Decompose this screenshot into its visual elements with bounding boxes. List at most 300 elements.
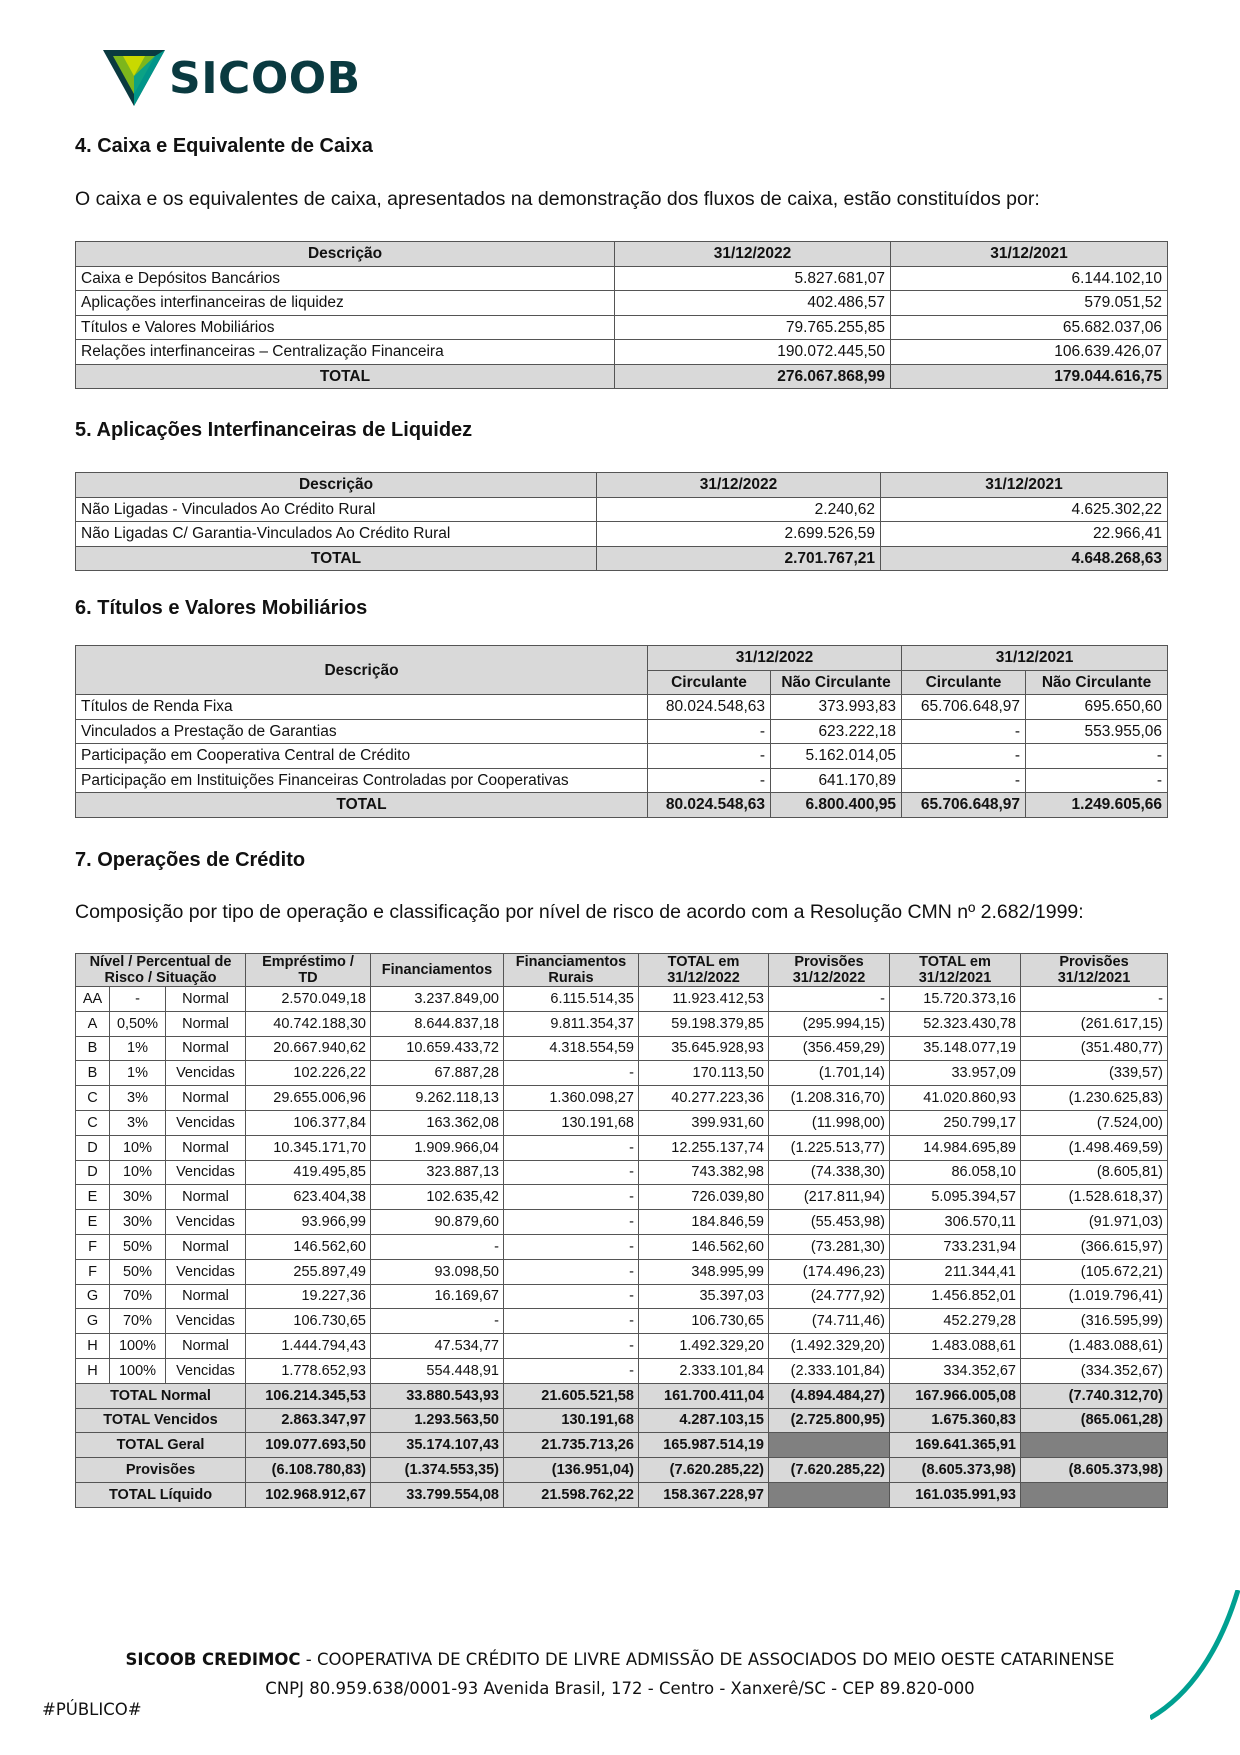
total-value-cell: 21.598.762,22 (504, 1482, 639, 1507)
table-header-row (76, 473, 1168, 498)
total-value-cell: 2.701.767,21 (597, 546, 881, 571)
value-cell: 35.645.928,93 (639, 1036, 769, 1061)
total-value-cell: 109.077.693,50 (246, 1433, 371, 1458)
risk-percent-cell: 1% (110, 1036, 166, 1061)
table-row (76, 1086, 1168, 1111)
section-7-intro: Composição por tipo de operação e classificação por nível de risco de acordo com a Resolução CMN nº 2.682/1999: (75, 901, 1084, 923)
value-cell: 29.655.006,96 (246, 1086, 371, 1111)
value-cell: - (648, 744, 771, 769)
value-cell: - (504, 1160, 639, 1185)
value-cell: - (504, 1185, 639, 1210)
table-row (76, 1185, 1168, 1210)
value-cell: 190.072.445,50 (615, 340, 891, 365)
table-row (76, 1309, 1168, 1334)
status-cell: Vencidas (166, 1259, 246, 1284)
header-cell (639, 954, 769, 987)
table-row (76, 719, 1168, 744)
value-cell: - (504, 1135, 639, 1160)
value-cell: (339,57) (1021, 1061, 1168, 1086)
value-cell: (316.595,99) (1021, 1309, 1168, 1334)
total-value-cell: 4.287.103,15 (639, 1408, 769, 1433)
risk-percent-cell: 0,50% (110, 1011, 166, 1036)
value-cell: 41.020.860,93 (890, 1086, 1021, 1111)
total-row (76, 546, 1168, 571)
value-cell: 211.344,41 (890, 1259, 1021, 1284)
section-7-title: 7. Operações de Crédito (75, 849, 306, 871)
header-cell (246, 954, 371, 987)
table-row (76, 1334, 1168, 1359)
total-value-cell (769, 1482, 890, 1507)
value-cell: (74.711,46) (769, 1309, 890, 1334)
value-cell: 9.811.354,37 (504, 1011, 639, 1036)
value-cell: (295.994,15) (769, 1011, 890, 1036)
value-cell: - (1021, 987, 1168, 1012)
value-cell: 93.966,99 (246, 1210, 371, 1235)
risk-level-cell: D (76, 1135, 110, 1160)
risk-level-cell: E (76, 1210, 110, 1235)
value-cell: - (504, 1309, 639, 1334)
value-cell: 452.279,28 (890, 1309, 1021, 1334)
total-label-cell: TOTAL (76, 546, 597, 571)
value-cell: - (504, 1334, 639, 1359)
risk-percent-cell: 100% (110, 1334, 166, 1359)
header-line: Provisões (794, 954, 864, 970)
value-cell: - (769, 987, 890, 1012)
value-cell: 579.051,52 (891, 291, 1168, 316)
value-cell: (2.333.101,84) (769, 1358, 890, 1383)
value-cell: - (504, 1259, 639, 1284)
value-cell: 1.778.652,93 (246, 1358, 371, 1383)
status-cell: Normal (166, 1234, 246, 1259)
total-value-cell: 169.641.365,91 (890, 1433, 1021, 1458)
value-cell: 146.562,60 (639, 1234, 769, 1259)
value-cell: - (371, 1309, 504, 1334)
table-row (76, 1358, 1168, 1383)
value-cell: - (1026, 768, 1168, 793)
value-cell: (1.019.796,41) (1021, 1284, 1168, 1309)
value-cell: 4.625.302,22 (881, 497, 1168, 522)
value-cell: 2.333.101,84 (639, 1358, 769, 1383)
total-value-cell (1021, 1433, 1168, 1458)
value-cell: 1.360.098,27 (504, 1086, 639, 1111)
section-4-title: 4. Caixa e Equivalente de Caixa (75, 135, 373, 157)
total-row (76, 1482, 1168, 1507)
risk-level-cell: G (76, 1284, 110, 1309)
status-cell: Normal (166, 1011, 246, 1036)
risk-percent-cell: 70% (110, 1284, 166, 1309)
header-cell (76, 954, 246, 987)
header-line: 31/12/2022 (667, 970, 740, 986)
value-cell: 553.955,06 (1026, 719, 1168, 744)
table-header-row (76, 242, 1168, 267)
status-cell: Normal (166, 1135, 246, 1160)
risk-level-cell: D (76, 1160, 110, 1185)
value-cell: 9.262.118,13 (371, 1086, 504, 1111)
status-cell: Normal (166, 1036, 246, 1061)
value-cell: 12.255.137,74 (639, 1135, 769, 1160)
total-value-cell: 6.800.400,95 (771, 793, 902, 818)
value-cell: - (902, 768, 1026, 793)
header-description: Descrição (76, 646, 648, 695)
value-cell: (366.615,97) (1021, 1234, 1168, 1259)
risk-percent-cell: 50% (110, 1259, 166, 1284)
description-cell: Títulos e Valores Mobiliários (76, 315, 615, 340)
value-cell: 1.492.329,20 (639, 1334, 769, 1359)
value-cell: 35.397,03 (639, 1284, 769, 1309)
value-cell: - (504, 1358, 639, 1383)
total-value-cell: 33.880.543,93 (371, 1383, 504, 1408)
value-cell: 106.639.426,07 (891, 340, 1168, 365)
risk-level-cell: B (76, 1036, 110, 1061)
total-value-cell: 179.044.616,75 (891, 364, 1168, 389)
sicoob-logo-icon (103, 50, 165, 106)
value-cell: 348.995,99 (639, 1259, 769, 1284)
status-cell: Normal (166, 1284, 246, 1309)
value-cell: - (504, 1210, 639, 1235)
value-cell: (261.617,15) (1021, 1011, 1168, 1036)
header-cell (890, 954, 1021, 987)
value-cell: 16.169,67 (371, 1284, 504, 1309)
header-cell (504, 954, 639, 987)
header-cell: 31/12/2022 (597, 473, 881, 498)
value-cell: 250.799,17 (890, 1110, 1021, 1135)
value-cell: (73.281,30) (769, 1234, 890, 1259)
footer-company-name: SICOOB CREDIMOC (125, 1650, 301, 1669)
value-cell: (174.496,23) (769, 1259, 890, 1284)
value-cell: 20.667.940,62 (246, 1036, 371, 1061)
value-cell: 5.095.394,57 (890, 1185, 1021, 1210)
risk-level-cell: AA (76, 987, 110, 1012)
table-row (76, 1284, 1168, 1309)
header-cell: 31/12/2021 (881, 473, 1168, 498)
risk-level-cell: C (76, 1086, 110, 1111)
total-value-cell: 167.966.005,08 (890, 1383, 1021, 1408)
value-cell: - (902, 744, 1026, 769)
value-cell: (1.483.088,61) (1021, 1334, 1168, 1359)
value-cell: 1.909.966,04 (371, 1135, 504, 1160)
value-cell: 323.887,13 (371, 1160, 504, 1185)
value-cell: (334.352,67) (1021, 1358, 1168, 1383)
value-cell: 3.237.849,00 (371, 987, 504, 1012)
table-row (76, 1011, 1168, 1036)
status-cell: Normal (166, 1086, 246, 1111)
value-cell: 14.984.695,89 (890, 1135, 1021, 1160)
header-cell (769, 954, 890, 987)
description-cell: Participação em Instituições Financeiras Controladas por Cooperativas (76, 768, 648, 793)
total-row (76, 1458, 1168, 1483)
header-line: Rurais (548, 970, 594, 986)
footer-line-1 (0, 1650, 1240, 1669)
value-cell: (24.777,92) (769, 1284, 890, 1309)
total-row (76, 1433, 1168, 1458)
credit-operations-table (75, 953, 1168, 1508)
value-cell: 695.650,60 (1026, 695, 1168, 720)
total-value-cell: 130.191,68 (504, 1408, 639, 1433)
value-cell: 10.345.171,70 (246, 1135, 371, 1160)
value-cell: - (371, 1234, 504, 1259)
value-cell: 86.058,10 (890, 1160, 1021, 1185)
header-line: Risco / Situação (104, 970, 217, 986)
header-line: Empréstimo / (262, 954, 354, 970)
value-cell: 726.039,80 (639, 1185, 769, 1210)
description-cell: Participação em Cooperativa Central de Crédito (76, 744, 648, 769)
header-circulante-2021: Circulante (902, 670, 1026, 695)
value-cell: 59.198.379,85 (639, 1011, 769, 1036)
total-value-cell: (1.374.553,35) (371, 1458, 504, 1483)
value-cell: 554.448,91 (371, 1358, 504, 1383)
total-value-cell: 33.799.554,08 (371, 1482, 504, 1507)
total-row (76, 793, 1168, 818)
value-cell: 2.240,62 (597, 497, 881, 522)
total-value-cell: 21.735.713,26 (504, 1433, 639, 1458)
header-line: 31/12/2022 (792, 970, 866, 986)
risk-percent-cell: 100% (110, 1358, 166, 1383)
value-cell: (1.528.618,37) (1021, 1185, 1168, 1210)
value-cell: 743.382,98 (639, 1160, 769, 1185)
value-cell: 2.699.526,59 (597, 522, 881, 547)
value-cell: 373.993,83 (771, 695, 902, 720)
value-cell: 102.226,22 (246, 1061, 371, 1086)
risk-percent-cell: 3% (110, 1110, 166, 1135)
total-row (76, 1383, 1168, 1408)
value-cell: 106.377,84 (246, 1110, 371, 1135)
total-row (76, 1408, 1168, 1433)
value-cell: 11.923.412,53 (639, 987, 769, 1012)
value-cell: (8.605,81) (1021, 1160, 1168, 1185)
value-cell: 255.897,49 (246, 1259, 371, 1284)
total-label-cell: TOTAL (76, 793, 648, 818)
value-cell: 5.162.014,05 (771, 744, 902, 769)
value-cell: (7.524,00) (1021, 1110, 1168, 1135)
section-4-intro: O caixa e os equivalentes de caixa, apresentados na demonstração dos fluxos de caixa, estão constituídos por: (75, 188, 1040, 210)
value-cell: 334.352,67 (890, 1358, 1021, 1383)
header-line: Provisões (1059, 954, 1129, 970)
total-value-cell: (7.620.285,22) (639, 1458, 769, 1483)
value-cell: (11.998,00) (769, 1110, 890, 1135)
total-value-cell: 276.067.868,99 (615, 364, 891, 389)
value-cell: 641.170,89 (771, 768, 902, 793)
total-value-cell: 35.174.107,43 (371, 1433, 504, 1458)
value-cell: (1.230.625,83) (1021, 1086, 1168, 1111)
risk-level-cell: A (76, 1011, 110, 1036)
total-value-cell: 65.706.648,97 (902, 793, 1026, 818)
risk-level-cell: E (76, 1185, 110, 1210)
table-row (76, 340, 1168, 365)
table-row (76, 1036, 1168, 1061)
value-cell: (91.971,03) (1021, 1210, 1168, 1235)
value-cell: 5.827.681,07 (615, 266, 891, 291)
value-cell: 93.098,50 (371, 1259, 504, 1284)
value-cell: 402.486,57 (615, 291, 891, 316)
risk-level-cell: F (76, 1259, 110, 1284)
value-cell: 306.570,11 (890, 1210, 1021, 1235)
value-cell: 184.846,59 (639, 1210, 769, 1235)
table-row (76, 522, 1168, 547)
sicoob-logo (103, 50, 361, 106)
cash-equivalents-table (75, 241, 1168, 389)
total-label-cell: TOTAL Líquido (76, 1482, 246, 1507)
value-cell: 80.024.548,63 (648, 695, 771, 720)
description-cell: Relações interfinanceiras – Centralização Financeira (76, 340, 615, 365)
value-cell: 6.115.514,35 (504, 987, 639, 1012)
total-label-cell: TOTAL Normal (76, 1383, 246, 1408)
value-cell: 1.483.088,61 (890, 1334, 1021, 1359)
status-cell: Vencidas (166, 1160, 246, 1185)
total-label-cell: Provisões (76, 1458, 246, 1483)
value-cell: 65.706.648,97 (902, 695, 1026, 720)
header-line: Nível / Percentual de (89, 954, 232, 970)
total-value-cell: 102.968.912,67 (246, 1482, 371, 1507)
value-cell: - (504, 1061, 639, 1086)
value-cell: 4.318.554,59 (504, 1036, 639, 1061)
description-cell: Títulos de Renda Fixa (76, 695, 648, 720)
value-cell: - (902, 719, 1026, 744)
value-cell: 106.730,65 (246, 1309, 371, 1334)
value-cell: (356.459,29) (769, 1036, 890, 1061)
table-row (76, 1160, 1168, 1185)
risk-percent-cell: 1% (110, 1061, 166, 1086)
table-row (76, 315, 1168, 340)
total-value-cell: (136.951,04) (504, 1458, 639, 1483)
value-cell: 6.144.102,10 (891, 266, 1168, 291)
value-cell: 19.227,36 (246, 1284, 371, 1309)
table-row (76, 1259, 1168, 1284)
description-cell: Vinculados a Prestação de Garantias (76, 719, 648, 744)
value-cell: 733.231,94 (890, 1234, 1021, 1259)
value-cell: 102.635,42 (371, 1185, 504, 1210)
total-value-cell: 1.675.360,83 (890, 1408, 1021, 1433)
table-row (76, 1110, 1168, 1135)
header-cell: 31/12/2022 (615, 242, 891, 267)
value-cell: 1.444.794,43 (246, 1334, 371, 1359)
total-value-cell: 161.700.411,04 (639, 1383, 769, 1408)
risk-percent-cell: 30% (110, 1210, 166, 1235)
total-value-cell: (6.108.780,83) (246, 1458, 371, 1483)
table-row (76, 266, 1168, 291)
value-cell: - (1026, 744, 1168, 769)
header-cell: Descrição (76, 242, 615, 267)
table-row (76, 497, 1168, 522)
total-label-cell: TOTAL Vencidos (76, 1408, 246, 1433)
table-row (76, 1061, 1168, 1086)
table-row (76, 291, 1168, 316)
risk-percent-cell: 10% (110, 1135, 166, 1160)
header-cell: 31/12/2021 (891, 242, 1168, 267)
value-cell: (351.480,77) (1021, 1036, 1168, 1061)
value-cell: 90.879,60 (371, 1210, 504, 1235)
risk-percent-cell: 30% (110, 1185, 166, 1210)
value-cell: 623.404,38 (246, 1185, 371, 1210)
status-cell: Vencidas (166, 1110, 246, 1135)
classification-label: #PÚBLICO# (42, 1700, 142, 1719)
value-cell: (1.208.316,70) (769, 1086, 890, 1111)
status-cell: Vencidas (166, 1210, 246, 1235)
value-cell: 67.887,28 (371, 1061, 504, 1086)
section-5-title: 5. Aplicações Interfinanceiras de Liquidez (75, 419, 473, 441)
risk-level-cell: H (76, 1358, 110, 1383)
risk-level-cell: B (76, 1061, 110, 1086)
risk-percent-cell: 70% (110, 1309, 166, 1334)
footer-line-2: CNPJ 80.959.638/0001-93 Avenida Brasil, 172 - Centro - Xanxerê/SC - CEP 89.820-000 (265, 1679, 975, 1698)
risk-level-cell: C (76, 1110, 110, 1135)
total-value-cell: (2.725.800,95) (769, 1408, 890, 1433)
footer-company-desc: - COOPERATIVA DE CRÉDITO DE LIVRE ADMISSÃO DE ASSOCIADOS DO MEIO OESTE CATARINENSE (300, 1650, 1115, 1669)
risk-percent-cell: 3% (110, 1086, 166, 1111)
value-cell: 106.730,65 (639, 1309, 769, 1334)
value-cell: - (648, 719, 771, 744)
status-cell: Normal (166, 1334, 246, 1359)
value-cell: 8.644.837,18 (371, 1011, 504, 1036)
header-cell (371, 954, 504, 987)
value-cell: 35.148.077,19 (890, 1036, 1021, 1061)
risk-percent-cell: 50% (110, 1234, 166, 1259)
header-line: 31/12/2021 (918, 970, 992, 986)
total-value-cell: 80.024.548,63 (648, 793, 771, 818)
logo-text: SICOOB (169, 52, 361, 104)
header-nao-circulante-2021: Não Circulante (1026, 670, 1168, 695)
total-value-cell: (7.620.285,22) (769, 1458, 890, 1483)
total-value-cell: 1.293.563,50 (371, 1408, 504, 1433)
value-cell: 47.534,77 (371, 1334, 504, 1359)
value-cell: 33.957,09 (890, 1061, 1021, 1086)
header-line: TOTAL em (919, 954, 991, 970)
value-cell: (1.701,14) (769, 1061, 890, 1086)
total-value-cell (1021, 1482, 1168, 1507)
status-cell: Normal (166, 1185, 246, 1210)
total-value-cell: 106.214.345,53 (246, 1383, 371, 1408)
value-cell: 163.362,08 (371, 1110, 504, 1135)
total-value-cell: 165.987.514,19 (639, 1433, 769, 1458)
value-cell: (1.498.469,59) (1021, 1135, 1168, 1160)
value-cell: 15.720.373,16 (890, 987, 1021, 1012)
value-cell: (1.225.513,77) (769, 1135, 890, 1160)
table-row (76, 695, 1168, 720)
risk-percent-cell: 10% (110, 1160, 166, 1185)
value-cell: (74.338,30) (769, 1160, 890, 1185)
total-row (76, 364, 1168, 389)
securities-table (75, 645, 1168, 818)
total-label-cell: TOTAL Geral (76, 1433, 246, 1458)
header-line: 31/12/2021 (1057, 970, 1131, 986)
table-row (76, 987, 1168, 1012)
value-cell: 65.682.037,06 (891, 315, 1168, 340)
header-line: Financiamentos (381, 962, 493, 978)
header-circulante-2022: Circulante (648, 670, 771, 695)
value-cell: 419.495,85 (246, 1160, 371, 1185)
header-cell: Descrição (76, 473, 597, 498)
value-cell: 10.659.433,72 (371, 1036, 504, 1061)
total-value-cell: (4.894.484,27) (769, 1383, 890, 1408)
header-line: TD (298, 970, 318, 986)
value-cell: - (504, 1234, 639, 1259)
value-cell: 22.966,41 (881, 522, 1168, 547)
value-cell: 623.222,18 (771, 719, 902, 744)
status-cell: Vencidas (166, 1309, 246, 1334)
value-cell: 399.931,60 (639, 1110, 769, 1135)
table-row (76, 768, 1168, 793)
total-value-cell: 21.605.521,58 (504, 1383, 639, 1408)
header-line: Financiamentos (515, 954, 627, 970)
risk-level-cell: H (76, 1334, 110, 1359)
status-cell: Normal (166, 987, 246, 1012)
total-value-cell: 4.648.268,63 (881, 546, 1168, 571)
total-value-cell: 158.367.228,97 (639, 1482, 769, 1507)
value-cell: (105.672,21) (1021, 1259, 1168, 1284)
total-value-cell: 2.863.347,97 (246, 1408, 371, 1433)
value-cell: 79.765.255,85 (615, 315, 891, 340)
header-line: TOTAL em (667, 954, 740, 970)
header-date-2021: 31/12/2021 (902, 646, 1168, 671)
